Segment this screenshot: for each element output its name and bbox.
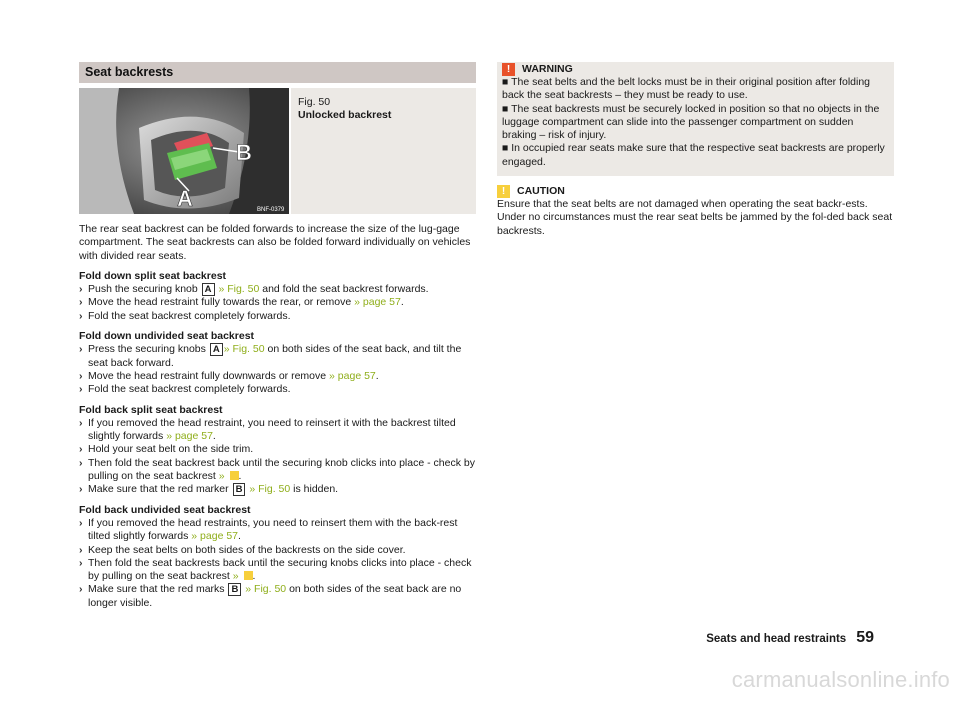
site-watermark: carmanualsonline.info [731, 667, 950, 692]
warning-item: ■ The seat belts and the belt locks must be in their original position after folding back the seat backrests – they must be ready to use. [502, 76, 871, 102]
step-arrow-icon: › [79, 483, 83, 496]
step-arrow-icon: › [79, 443, 83, 456]
warning-link[interactable]: » [218, 470, 225, 483]
group-heading: Fold down undivided seat backrest [79, 330, 255, 343]
warning-ref-icon[interactable] [244, 571, 253, 580]
figure-caption [298, 96, 391, 122]
figure-code: BNF-0379 [257, 207, 285, 213]
group-heading: Fold down split seat backrest [79, 269, 227, 282]
warning-item: ■ The seat backrests must be securely locked in position so that no objects in the luggage compartment can slide into the passenger compartment on sudden braking – risk of injury. [502, 102, 880, 142]
step [79, 443, 476, 456]
caution-icon: ! [497, 185, 510, 198]
step-text: Then fold the seat backrest back until the securing knob clicks into place - check by pulling on the seat backrest [88, 456, 475, 483]
page-link[interactable]: » page 57 [354, 296, 401, 309]
step-text: . [238, 470, 242, 483]
step-arrow-icon: › [79, 343, 83, 356]
step [79, 417, 476, 444]
step-arrow-icon: › [79, 543, 83, 556]
page-footer [706, 629, 874, 647]
figure-link[interactable]: » Fig. 50 [245, 583, 287, 596]
step-text: Make sure that the red marker [88, 483, 229, 496]
page-number: 59 [856, 629, 874, 646]
step-text: If you removed the head restraint, you need to reinsert it with the backrest tilted slightly forwards [88, 416, 456, 443]
step-arrow-icon: › [79, 416, 83, 429]
step [79, 383, 476, 396]
step-text: Move the head restraint fully towards the rear, or remove [88, 296, 352, 309]
step-text: Fold the seat backrest completely forwards. [88, 383, 291, 396]
step-text: . [375, 369, 379, 382]
step-arrow-icon: › [79, 583, 83, 596]
step [79, 296, 476, 309]
group-heading: Fold back split seat backrest [79, 403, 223, 416]
step-text: on both sides of the seat back are no longer visible. [88, 583, 462, 609]
step [79, 457, 476, 484]
figure-marker-b: B [236, 140, 252, 165]
step-arrow-icon: › [79, 556, 83, 569]
figure-block [79, 88, 476, 214]
step-text: and fold the seat backrest forwards. [262, 283, 429, 296]
warning-icon: ! [502, 63, 515, 76]
footer-chapter-title: Seats and head restraints [706, 633, 847, 645]
marker-badge-a: A [202, 283, 215, 296]
seat-backrest-illustration [79, 88, 289, 214]
step-text: Keep the seat belts on both sides of the backrests on the side cover. [88, 543, 406, 556]
group-heading: Fold back undivided seat backrest [79, 503, 251, 516]
warning-box [497, 62, 894, 176]
step [79, 544, 476, 557]
step [79, 283, 476, 296]
step [79, 583, 476, 610]
left-column [79, 62, 476, 610]
warning-ref-icon[interactable] [230, 471, 239, 480]
figure-link[interactable]: » Fig. 50 [218, 283, 260, 296]
page-link[interactable]: » page 57 [191, 530, 239, 543]
warning-item: ■ In occupied rear seats make sure that the respective seat backrests are properly engaged. [502, 142, 885, 168]
step-text: Push the securing knob [88, 283, 198, 296]
right-column [497, 62, 894, 238]
caution-header [497, 185, 894, 198]
caution-title: CAUTION [517, 185, 565, 198]
intro-paragraph: The rear seat backrest can be folded forwards to increase the size of the lug-gage compartment. The seat backrests can also be folded forward individually on vehicles with divided rear seats. [79, 223, 471, 262]
marker-badge-a: A [210, 343, 223, 356]
step-text: Hold your seat belt on the side trim. [88, 443, 254, 456]
figure-link[interactable]: » Fig. 50 [249, 483, 291, 496]
step [79, 557, 476, 584]
step-arrow-icon: › [79, 296, 83, 309]
caution-text: Ensure that the seat belts are not damaged when operating the seat backr-ests. Under no circumstances must the rear seat belts be jammed by the fol-ded back seat backrests. [497, 198, 893, 237]
step-text: . [238, 530, 241, 543]
step [79, 310, 476, 323]
step [79, 517, 476, 544]
figure-marker-a: A [177, 186, 193, 211]
page-link[interactable]: » page 57 [166, 430, 213, 443]
step-text: Fold the seat backrest completely forwards. [88, 309, 291, 322]
step-text: . [400, 296, 404, 309]
step-text: Move the head restraint fully downwards or remove [88, 369, 327, 382]
step-text: . [212, 430, 216, 443]
figure-caption-text: Unlocked backrest [298, 109, 392, 121]
step-text: is hidden. [293, 483, 339, 496]
step-text: Make sure that the red marks [88, 583, 225, 596]
step-arrow-icon: › [79, 283, 83, 296]
figure-link[interactable]: » Fig. 50 [223, 343, 265, 356]
page-link[interactable]: » page 57 [329, 369, 376, 382]
marker-badge-b: B [228, 583, 241, 596]
step-arrow-icon: › [79, 309, 83, 322]
step-arrow-icon: › [79, 383, 83, 396]
step-text: Press the securing knobs [88, 343, 206, 356]
step [79, 370, 476, 383]
step-text: . [252, 570, 256, 583]
step-arrow-icon: › [79, 369, 83, 382]
marker-badge-b: B [233, 483, 246, 496]
step [79, 483, 476, 496]
section-title: Seat backrests [79, 62, 476, 83]
step-text: If you removed the head restraints, you need to reinsert them with the back-rest tilted slightly forwards [88, 516, 458, 543]
warning-link[interactable]: » [232, 570, 239, 583]
figure-image [79, 88, 289, 214]
figure-label: Fig. 50 [298, 96, 331, 108]
warning-title: WARNING [522, 63, 573, 75]
step [79, 343, 476, 370]
warning-header [497, 62, 894, 76]
step-text: on both sides of the seat back, and tilt the seat back forward. [88, 343, 462, 369]
step-text: Then fold the seat backrests back until the securing knobs clicks into place - check by pulling on the seat backrest [88, 556, 472, 583]
step-arrow-icon: › [79, 456, 83, 469]
step-arrow-icon: › [79, 516, 83, 529]
